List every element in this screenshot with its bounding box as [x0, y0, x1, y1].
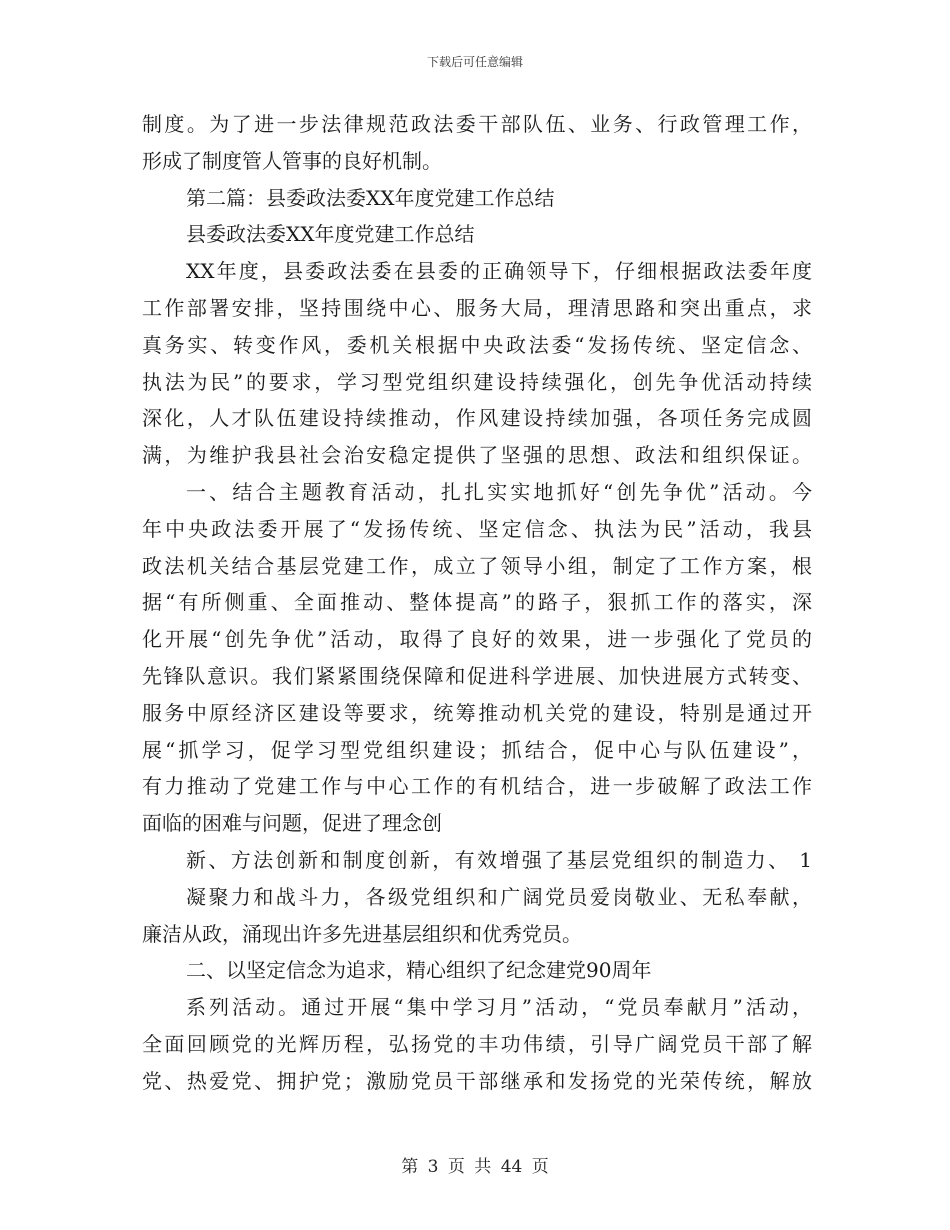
body-line: 化开展“创先争优”活动，取得了良好的效果，进一步强化了党员的	[142, 627, 812, 652]
body-line: 先锋队意识。我们紧紧围绕保障和促进科学进展、加快进展方式转变、	[142, 663, 812, 688]
body-line: 一、结合主题教育活动，扎扎实实地抓好“创先争优”活动。今	[186, 479, 812, 504]
body-line: XX年度，县委政法委在县委的正确领导下，仔细根据政法委年度	[186, 259, 812, 284]
body-line: 凝聚力和战斗力，各级党组织和广阔党员爱岗敬业、无私奉献，	[186, 884, 812, 909]
body-line: 政法机关结合基层党建工作，成立了领导小组，制定了工作方案，根	[142, 553, 812, 578]
body-line: 廉洁从政，涌现出许多先进基层组织和优秀党员。	[142, 921, 582, 946]
body-line: 新、方法创新和制度创新，有效增强了基层党组织的制造力、 1	[186, 847, 812, 872]
body-line: 形成了制度管人管事的良好机制。	[142, 148, 442, 173]
body-line: 系列活动。通过开展“集中学习月”活动，“党员奉献月”活动，	[186, 995, 812, 1020]
body-line: 年中央政法委开展了“发扬传统、坚定信念、执法为民”活动，我县	[142, 516, 812, 541]
section-heading: 第二篇：县委政法委XX年度党建工作总结	[186, 185, 555, 210]
body-line: 制度。为了进一步法律规范政法委干部队伍、业务、行政管理工作，	[142, 112, 812, 136]
body-line: 满，为维护我县社会治安稳定提供了坚强的思想、政法和组织保证。	[142, 443, 812, 468]
body-line: 真务实、转变作风，委机关根据中央政法委“发扬传统、坚定信念、	[142, 332, 812, 357]
document-body	[142, 106, 812, 1100]
body-line: 工作部署安排，坚持围绕中心、服务大局，理清思路和突出重点，求	[142, 295, 812, 320]
page-header-note: 下载后可任意编辑	[426, 55, 523, 69]
section-heading: 二、以坚定信念为追求，精心组织了纪念建党90周年	[186, 958, 652, 983]
article-title: 县委政法委XX年度党建工作总结	[186, 222, 475, 247]
body-line: 据“有所侧重、全面推动、整体提高”的路子，狠抓工作的落实，深	[142, 590, 812, 615]
body-line: 深化，人才队伍建设持续推动，作风建设持续加强，各项任务完成圆	[142, 406, 812, 431]
body-line: 全面回顾党的光辉历程，弘扬党的丰功伟绩，引导广阔党员干部了解	[142, 1031, 812, 1056]
body-line: 有力推动了党建工作与中心工作的有机结合，进一步破解了政法工作	[142, 774, 812, 799]
body-line: 党、热爱党、拥护党；激励党员干部继承和发扬党的光荣传统，解放	[142, 1068, 812, 1093]
body-line: 面临的困难与问题，促进了理念创	[142, 811, 442, 836]
body-line: 展“抓学习，促学习型党组织建设；抓结合，促中心与队伍建设”，	[142, 737, 812, 762]
body-line: 服务中原经济区建设等要求，统筹推动机关党的建设，特别是通过开	[142, 700, 812, 725]
page-number-footer: 第 3 页 共 44 页	[401, 1157, 549, 1177]
body-line: 执法为民”的要求，学习型党组织建设持续强化，创先争优活动持续	[142, 369, 812, 394]
